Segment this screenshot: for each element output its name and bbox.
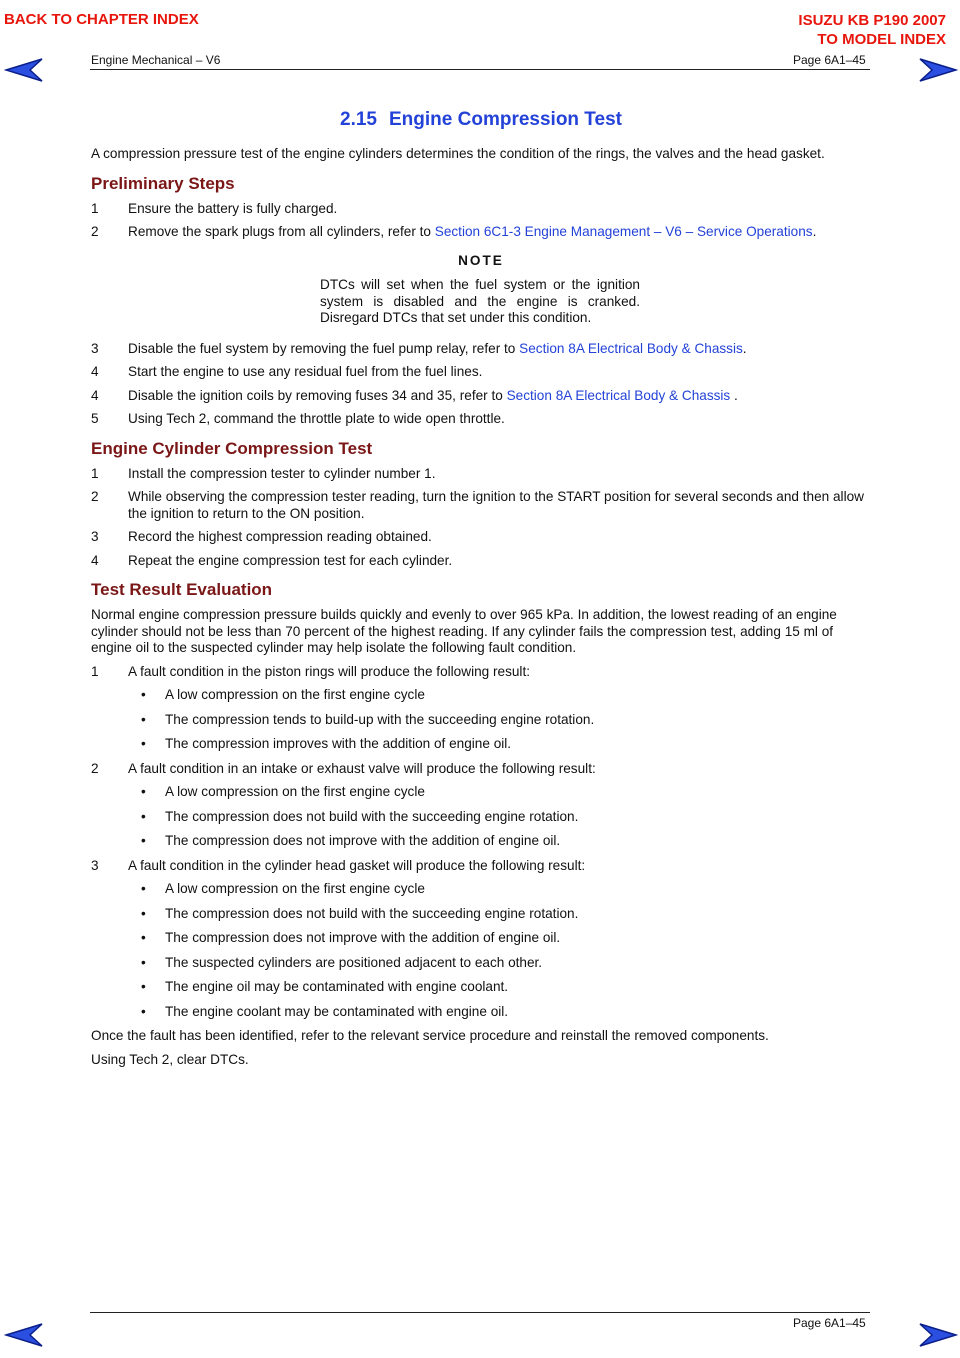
fault-condition-item xyxy=(91,664,871,681)
header-rule xyxy=(90,69,870,70)
closing-paragraphs xyxy=(91,1028,871,1068)
step-item xyxy=(91,466,871,483)
step-item xyxy=(91,341,871,358)
cylinder-test-heading: Engine Cylinder Compression Test xyxy=(91,438,373,458)
page-content xyxy=(91,108,871,1075)
bullet-icon: • xyxy=(141,687,146,702)
bullet-item xyxy=(91,736,871,753)
step-text: Disable the fuel system by removing the fuel pump relay, refer to xyxy=(128,340,520,356)
bullet-item xyxy=(91,930,871,947)
bullet-icon: • xyxy=(141,833,146,848)
bullet-text: The suspected cylinders are positioned adjacent to each other. xyxy=(165,954,543,970)
step-number: 1 xyxy=(91,465,99,481)
step-text-block xyxy=(128,201,871,218)
bullet-item xyxy=(91,881,871,898)
step-text: Ensure the battery is fully charged. xyxy=(128,200,338,216)
bullet-item xyxy=(91,906,871,923)
bullet-icon: • xyxy=(141,881,146,896)
bullet-icon: • xyxy=(141,979,146,994)
bullet-text: The compression does not improve with the addition of engine oil. xyxy=(165,930,561,945)
step-text-block xyxy=(128,411,871,428)
step-text-block xyxy=(128,388,871,405)
section-reference-link[interactable]: Section 6C1-3 Engine Management – V6 – Service Operations xyxy=(434,224,813,239)
evaluation-intro: Normal engine compression pressure builds quickly and evenly to over 965 kPa. In addition, the lowest reading of an engine cylinder should not be less than 70 percent of the highest reading. If any cylinder fails the compression test, adding 15 ml of engine oil to the suspected cylinder may help isolate the following fault condition. xyxy=(91,607,837,655)
preliminary-steps-heading: Preliminary Steps xyxy=(91,173,235,193)
step-text-block xyxy=(128,553,871,570)
section-reference-link[interactable]: Section 8A Electrical Body & Chassis xyxy=(519,340,743,356)
bullet-item xyxy=(91,712,871,729)
step-text-suffix: . xyxy=(742,340,747,356)
step-number: 4 xyxy=(91,387,99,403)
bullet-item xyxy=(91,687,871,704)
preliminary-steps-list xyxy=(91,201,871,241)
step-text-block xyxy=(128,224,871,241)
step-text-block xyxy=(128,466,871,483)
step-item xyxy=(91,201,871,218)
bullet-text: A low compression on the first engine cycle xyxy=(165,687,425,702)
step-number: 3 xyxy=(91,857,99,873)
step-text: Record the highest compression reading obtained. xyxy=(128,529,432,544)
step-number: 1 xyxy=(91,663,99,679)
bullet-text: The compression tends to build-up with the succeeding engine rotation. xyxy=(165,711,595,727)
step-number: 2 xyxy=(91,760,99,776)
step-number: 4 xyxy=(91,552,99,568)
step-number: 3 xyxy=(91,340,99,356)
bullet-icon: • xyxy=(141,736,146,751)
step-text-block xyxy=(128,341,871,358)
preliminary-steps-list-continued xyxy=(91,341,871,428)
step-number: 2 xyxy=(91,489,99,504)
step-item xyxy=(91,364,871,381)
step-text-suffix: . xyxy=(730,387,738,403)
bullet-text: The compression does not build with the succeeding engine rotation. xyxy=(165,808,579,824)
bullet-text: A low compression on the first engine cycle xyxy=(165,784,425,799)
bullet-item xyxy=(91,979,871,996)
bullet-item xyxy=(91,809,871,826)
page-title xyxy=(91,108,871,132)
footer-rule xyxy=(90,1312,870,1313)
model-index-link[interactable] xyxy=(798,11,946,49)
step-text: While observing the compression tester reading, turn the ignition to the START position for several seconds and then allow the ignition to return to the ON position. xyxy=(128,489,864,521)
step-number: 3 xyxy=(91,529,99,544)
step-number: 1 xyxy=(91,200,99,216)
step-text: A fault condition in an intake or exhaust valve will produce the following result: xyxy=(128,760,596,776)
bullet-text: A low compression on the first engine cycle xyxy=(165,881,425,896)
prev-page-left-arrow-icon[interactable] xyxy=(4,57,44,83)
step-text: Start the engine to use any residual fuel from the fuel lines. xyxy=(128,364,483,379)
closing-paragraph: Using Tech 2, clear DTCs. xyxy=(91,1051,249,1067)
bullet-icon: • xyxy=(141,930,146,945)
bullet-icon: • xyxy=(141,711,146,727)
bullet-icon: • xyxy=(141,1003,146,1019)
bullet-text: The compression does not improve with the addition of engine oil. xyxy=(165,833,561,848)
step-number: 5 xyxy=(91,411,99,426)
bullet-text: The engine oil may be contaminated with engine coolant. xyxy=(165,979,509,994)
bullet-item xyxy=(91,1004,871,1021)
header-section-title: Engine Mechanical – V6 xyxy=(91,53,221,67)
step-text-block xyxy=(128,364,871,381)
note-title: NOTE xyxy=(458,252,504,268)
step-text: Remove the spark plugs from all cylinders, refer to xyxy=(128,224,435,239)
title-number: 2.15 xyxy=(340,109,377,130)
step-number: 2 xyxy=(91,224,99,239)
bullet-item xyxy=(91,784,871,801)
step-item xyxy=(91,411,871,428)
note-text: DTCs will set when the fuel system or the ignition system is disabled and the engine is cranked. Disregard DTCs that set under this condition. xyxy=(320,277,640,325)
step-text: Repeat the engine compression test for each cylinder. xyxy=(128,552,453,568)
step-item xyxy=(91,553,871,570)
closing-paragraph: Once the fault has been identified, refer to the relevant service procedure and reinstall the removed components. xyxy=(91,1028,769,1043)
section-reference-link[interactable]: Section 8A Electrical Body & Chassis xyxy=(506,387,731,403)
model-title: ISUZU KB P190 2007 xyxy=(798,12,946,29)
bullet-text: The compression improves with the addition of engine oil. xyxy=(165,736,512,751)
fault-condition-item xyxy=(91,761,871,778)
title-text: Engine Compression Test xyxy=(389,109,622,130)
prev-page-left-arrow-icon-bottom[interactable] xyxy=(4,1322,44,1348)
bullet-icon: • xyxy=(141,808,146,824)
step-text-suffix: . xyxy=(812,224,817,239)
cylinder-test-steps-list xyxy=(91,466,871,570)
evaluation-heading: Test Result Evaluation xyxy=(91,580,273,599)
note-box xyxy=(91,253,871,327)
step-item xyxy=(91,224,871,241)
step-item xyxy=(91,489,871,522)
bullet-icon: • xyxy=(141,784,146,799)
step-item xyxy=(91,388,871,405)
step-text: Using Tech 2, command the throttle plate to wide open throttle. xyxy=(128,411,505,426)
intro-paragraph: A compression pressure test of the engine cylinders determines the condition of the rings, the valves and the head gasket. xyxy=(91,146,825,161)
to-model-index-label: TO MODEL INDEX xyxy=(817,31,946,48)
step-text-block xyxy=(128,529,871,546)
bullet-text: The compression does not build with the succeeding engine rotation. xyxy=(165,905,579,921)
step-text: A fault condition in the cylinder head gasket will produce the following result: xyxy=(128,857,586,873)
step-text: Install the compression tester to cylinder number 1. xyxy=(128,465,436,481)
bullet-text: The engine coolant may be contaminated with engine oil. xyxy=(165,1003,509,1019)
header-page-number: Page 6A1–45 xyxy=(793,53,866,67)
step-item xyxy=(91,529,871,546)
bullet-item xyxy=(91,833,871,850)
evaluation-fault-list xyxy=(91,664,871,1021)
step-text: Disable the ignition coils by removing fuses 34 and 35, refer to xyxy=(128,387,507,403)
bullet-icon: • xyxy=(141,954,146,970)
footer-page-number: Page 6A1–45 xyxy=(793,1316,866,1330)
fault-condition-item xyxy=(91,858,871,875)
bullet-icon: • xyxy=(141,905,146,921)
step-text-block xyxy=(128,489,871,522)
next-page-right-arrow-icon-bottom[interactable] xyxy=(918,1322,958,1348)
next-page-right-arrow-icon[interactable] xyxy=(918,57,958,83)
step-number: 4 xyxy=(91,364,99,379)
bullet-item xyxy=(91,955,871,972)
back-to-chapter-index-link[interactable]: BACK TO CHAPTER INDEX xyxy=(4,11,199,28)
step-text: A fault condition in the piston rings will produce the following result: xyxy=(128,663,530,679)
